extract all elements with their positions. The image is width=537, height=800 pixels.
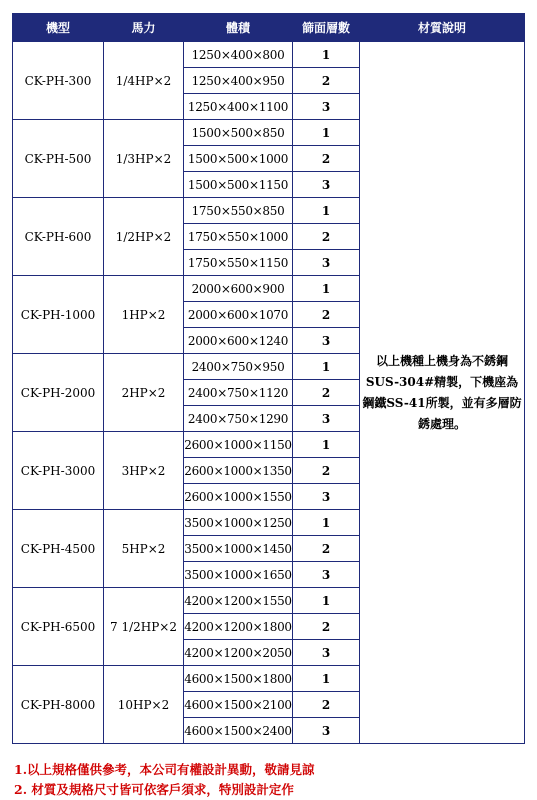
layers-cell: 1 <box>293 510 360 536</box>
model-cell: CK-PH-6500 <box>13 588 104 666</box>
layers-cell: 3 <box>293 718 360 744</box>
volume-cell: 3500×1000×1650 <box>184 562 293 588</box>
layers-cell: 2 <box>293 302 360 328</box>
volume-cell: 1500×500×1000 <box>184 146 293 172</box>
volume-cell: 3500×1000×1250 <box>184 510 293 536</box>
footnote-1: 1.以上規格僅供參考，本公司有權設計異動，敬請見諒 <box>14 762 315 777</box>
volume-cell: 2000×600×1240 <box>184 328 293 354</box>
volume-cell: 1250×400×1100 <box>184 94 293 120</box>
footnotes <box>14 760 315 800</box>
volume-cell: 4600×1500×1800 <box>184 666 293 692</box>
layers-cell: 1 <box>293 666 360 692</box>
layers-cell: 3 <box>293 94 360 120</box>
footnote-2: 2. 材質及規格尺寸皆可依客戶須求，特別設計定作 <box>14 782 294 797</box>
volume-cell: 1500×500×850 <box>184 120 293 146</box>
header-row <box>13 14 525 42</box>
layers-cell: 2 <box>293 380 360 406</box>
layers-cell: 3 <box>293 562 360 588</box>
power-cell: 2HP×2 <box>104 354 184 432</box>
volume-cell: 4600×1500×2100 <box>184 692 293 718</box>
layers-cell: 1 <box>293 276 360 302</box>
power-cell: 5HP×2 <box>104 510 184 588</box>
layers-cell: 3 <box>293 484 360 510</box>
layers-cell: 2 <box>293 146 360 172</box>
layers-cell: 1 <box>293 588 360 614</box>
layers-cell: 1 <box>293 42 360 68</box>
model-cell: CK-PH-1000 <box>13 276 104 354</box>
volume-cell: 3500×1000×1450 <box>184 536 293 562</box>
material-description: 以上機種上機身為不銹鋼SUS-304#精製，下機座為鋼鐵SS-41所製，並有多層防銹處理。 <box>360 42 525 744</box>
layers-cell: 2 <box>293 68 360 94</box>
model-cell: CK-PH-3000 <box>13 432 104 510</box>
volume-cell: 2600×1000×1550 <box>184 484 293 510</box>
model-cell: CK-PH-300 <box>13 42 104 120</box>
layers-cell: 3 <box>293 250 360 276</box>
spec-table <box>12 13 525 744</box>
header-model: 機型 <box>13 14 104 42</box>
layers-cell: 2 <box>293 536 360 562</box>
volume-cell: 2000×600×900 <box>184 276 293 302</box>
model-cell: CK-PH-600 <box>13 198 104 276</box>
layers-cell: 1 <box>293 198 360 224</box>
power-cell: 7 1/2HP×2 <box>104 588 184 666</box>
power-cell: 1HP×2 <box>104 276 184 354</box>
volume-cell: 2600×1000×1150 <box>184 432 293 458</box>
layers-cell: 3 <box>293 328 360 354</box>
power-cell: 1/4HP×2 <box>104 42 184 120</box>
volume-cell: 1750×550×1000 <box>184 224 293 250</box>
volume-cell: 4200×1200×2050 <box>184 640 293 666</box>
volume-cell: 2600×1000×1350 <box>184 458 293 484</box>
volume-cell: 2400×750×1120 <box>184 380 293 406</box>
layers-cell: 2 <box>293 692 360 718</box>
volume-cell: 4200×1200×1550 <box>184 588 293 614</box>
layers-cell: 2 <box>293 458 360 484</box>
model-cell: CK-PH-8000 <box>13 666 104 744</box>
power-cell: 1/3HP×2 <box>104 120 184 198</box>
table-row <box>13 42 525 68</box>
volume-cell: 1250×400×800 <box>184 42 293 68</box>
header-layers: 篩面層數 <box>293 14 360 42</box>
layers-cell: 3 <box>293 406 360 432</box>
volume-cell: 1500×500×1150 <box>184 172 293 198</box>
layers-cell: 1 <box>293 120 360 146</box>
layers-cell: 3 <box>293 640 360 666</box>
power-cell: 1/2HP×2 <box>104 198 184 276</box>
volume-cell: 4600×1500×2400 <box>184 718 293 744</box>
layers-cell: 2 <box>293 614 360 640</box>
model-cell: CK-PH-2000 <box>13 354 104 432</box>
layers-cell: 1 <box>293 432 360 458</box>
header-power: 馬力 <box>104 14 184 42</box>
volume-cell: 2000×600×1070 <box>184 302 293 328</box>
layers-cell: 1 <box>293 354 360 380</box>
header-volume: 體積 <box>184 14 293 42</box>
volume-cell: 2400×750×950 <box>184 354 293 380</box>
volume-cell: 1750×550×850 <box>184 198 293 224</box>
volume-cell: 1750×550×1150 <box>184 250 293 276</box>
model-cell: CK-PH-500 <box>13 120 104 198</box>
power-cell: 10HP×2 <box>104 666 184 744</box>
layers-cell: 2 <box>293 224 360 250</box>
volume-cell: 4200×1200×1800 <box>184 614 293 640</box>
power-cell: 3HP×2 <box>104 432 184 510</box>
layers-cell: 3 <box>293 172 360 198</box>
volume-cell: 1250×400×950 <box>184 68 293 94</box>
model-cell: CK-PH-4500 <box>13 510 104 588</box>
volume-cell: 2400×750×1290 <box>184 406 293 432</box>
header-material: 材質說明 <box>360 14 525 42</box>
